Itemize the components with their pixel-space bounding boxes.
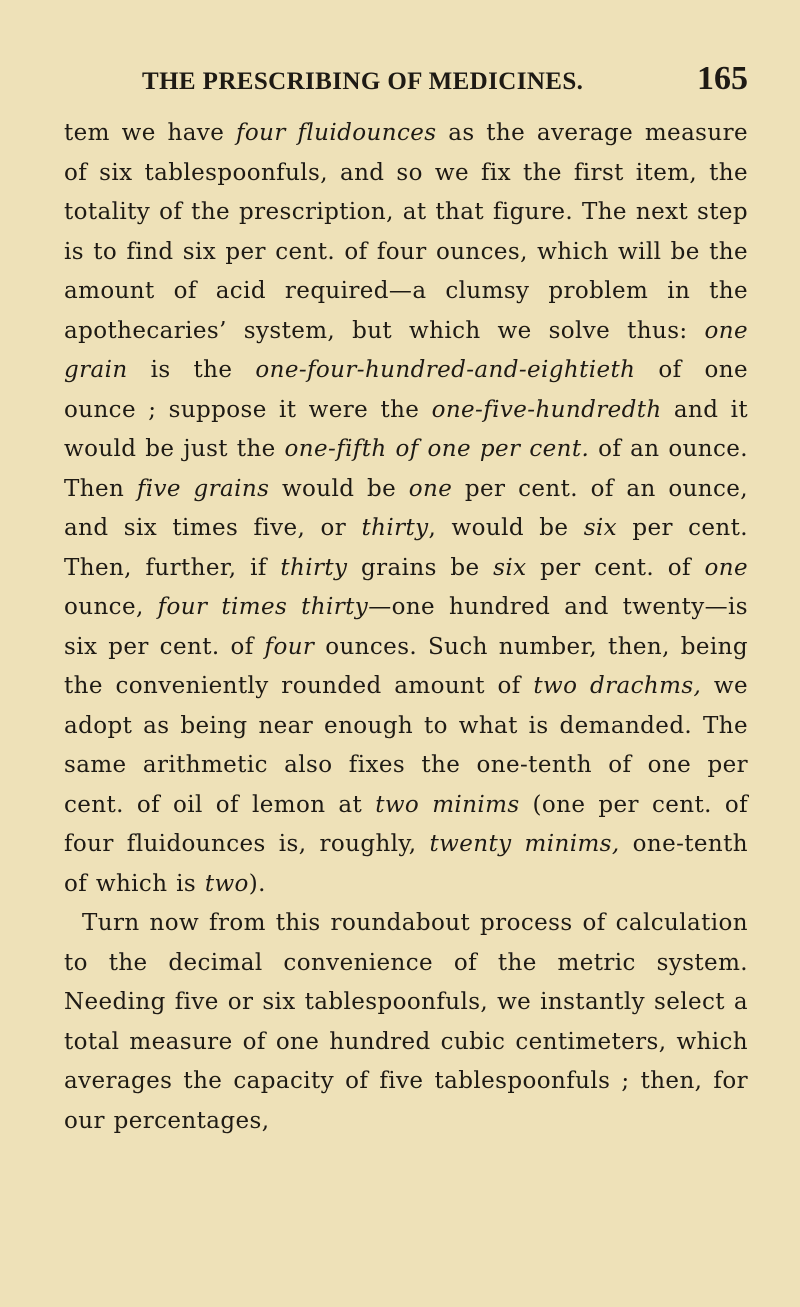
- italic-run: one-fifth of one per cent.: [284, 436, 590, 462]
- italic-run: two drachms,: [533, 673, 702, 699]
- text-run: one-tenth of which is: [64, 831, 748, 897]
- page-number: 165: [697, 60, 748, 97]
- text-run: Turn now from this roundabout process of calculation to the decimal convenience of the metric system. Needing five or six tablespoonfuls, we instantly select a total measure of one hundred cubic centimeters, which averages the capacity of five tablespoonfuls ; then, for our percentages,: [64, 910, 748, 1134]
- body-text: [64, 114, 748, 1141]
- paragraph: [64, 904, 748, 1141]
- italic-run: one: [704, 554, 748, 581]
- text-run: of one ounce ; suppose it were the: [64, 357, 748, 423]
- text-run: of an ounce. Then: [64, 436, 748, 502]
- text-run: ).: [248, 870, 266, 897]
- text-run: ounces. Such number, then, being the conveniently rounded amount of: [64, 633, 748, 699]
- italic-run: one grain: [64, 317, 748, 383]
- italic-run: thirty: [280, 554, 348, 581]
- text-run: —one hundred and twenty—is six per cent. of: [64, 594, 749, 660]
- running-head-title: THE PRESCRIBING OF MEDICINES.: [142, 68, 584, 95]
- text-run: grains be: [347, 554, 494, 581]
- italic-run: five grains: [136, 475, 270, 502]
- italic-run: four fluidounces: [235, 120, 437, 146]
- text-run: as the average measure of six tablespoonfuls, and so we fix the first item, the totality of the prescription, at that figure. The next step is to find six per cent. of four ounces, which will be the amount of acid required—a clumsy problem in the apothecaries’ system, but which we solve thus:: [64, 120, 748, 344]
- italic-run: thirty: [361, 515, 429, 541]
- text-run: per cent. Then, further, if: [64, 515, 749, 581]
- italic-run: four times thirty: [157, 594, 369, 620]
- text-run: and it would be just the: [64, 396, 748, 462]
- italic-run: one-four-hundred-and-eightieth: [255, 357, 636, 383]
- text-run: , would be: [428, 515, 584, 541]
- paragraph: [64, 114, 748, 904]
- italic-run: four: [264, 633, 315, 660]
- text-run: we adopt as being near enough to what is demanded. The same arithmetic also fixes the one-tenth of one per cent. of oil of lemon at: [64, 673, 748, 818]
- text-run: would be: [269, 475, 409, 502]
- text-run: tem we have: [64, 120, 236, 146]
- italic-run: twenty minims,: [429, 831, 620, 857]
- text-run: per cent. of an ounce, and six times five, or: [64, 475, 748, 541]
- italic-run: two: [204, 870, 249, 897]
- text-run: (one per cent. of four fluidounces is, roughly,: [64, 791, 748, 857]
- running-head: [64, 60, 748, 106]
- text-run: ounce,: [64, 594, 158, 620]
- italic-run: six: [493, 554, 527, 581]
- italic-run: one-five-hundredth: [431, 396, 662, 423]
- italic-run: six: [583, 515, 618, 541]
- italic-run: two minims: [375, 791, 520, 818]
- text-run: is the: [127, 357, 256, 383]
- italic-run: one: [408, 475, 453, 502]
- text-run: per cent. of: [526, 554, 705, 581]
